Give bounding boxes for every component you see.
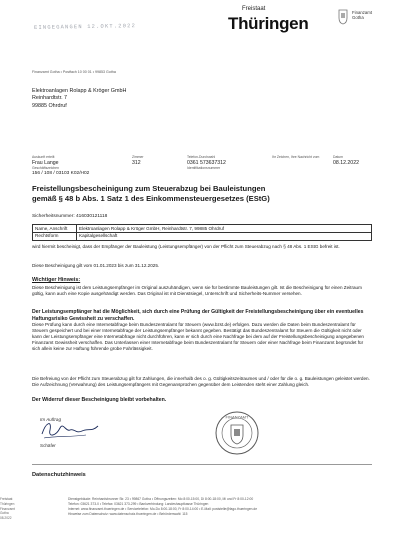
signature-name: Schäfer <box>40 443 56 448</box>
verification-note-body: Diese Prüfung kann durch eine Internetabfrage beim Bundeszentralamt für Steuern (www.bzst.de) erfolgen. Dazu werden die Daten beim Bundeszentralamt für Steuern gespeichert und bei einer Internetabfrage der Leistungsempfänger bekannt gegeben. Bestätigt das Bundeszentralamt für Steuern die Gültigkeit nicht oder kann der Leistungsempfänger eine Internetabfrage nicht durchführen, kann er sich durch eine Nachfrage bei dem auf der Freistellungsbescheinigung angegebenen Finanzamt Gewissheit verschaffen. Das Unterlassen einer Internetabfrage beim Bundeszentralamt für Steuern oder einer Nachfrage beim Finanzamt begründet für sich allein keine zur Haftung führende grobe Fahrlässigkeit. <box>32 322 364 351</box>
footer-left-line: Freistaat <box>0 497 13 501</box>
logo-office-line1: Finanzamt <box>352 10 373 15</box>
footer-left-line: Finanzamt <box>0 506 15 511</box>
recipient-line1: Elektroanlagen Rolapp & Kröger GmbH <box>32 88 127 94</box>
reference-label: Geschäftszeichen <box>32 166 59 170</box>
recipient-line2: Reinhardtstr. 7 <box>32 95 68 102</box>
footer-left-line: Gotha <box>0 511 9 516</box>
legal-form-value: Kapitalgesellschaft <box>77 232 372 240</box>
paragraph-exemption: wird hiermit bescheinigt, dass der Empfänger der Bauleistung (Leistungsempfänger) von der Pflicht zum Steuerabzug nach § 48 Abs. 1 EStG befreit ist. <box>32 244 340 249</box>
company-table <box>32 224 372 241</box>
title-line1: Freistellungsbescheinigung zum Steuerabzug bei Bauleistungen <box>32 184 266 193</box>
paragraph-validity: Diese Bescheinigung gilt vom 01.01.2023 bis zum 31.12.2025. <box>32 263 160 268</box>
footer-line: Telefon: 03621 373-0 • Telefax: 03621 373-299 • Bankverbindung: Landeshauptkasse Thüringen <box>68 502 209 507</box>
revocation-note: Der Widerruf dieser Bescheinigung bleibt vorbehalten. <box>32 397 167 403</box>
logo-state-label: Freistaat <box>242 6 266 12</box>
paragraph-payments: Die Befreiung von der Pflicht zum Steuerabzug gilt für Zahlungen, die innerhalb des o. g. Gültigkeitszeitraumes und / oder für die o. g. Bauleistungen geleistet werden. Die Aufzeichnung (Verwahrung) des Leistungsempfängers mit Gegenansprüchen gegenüber dem Leistenden steht einer Zahlung gleich. <box>32 376 370 387</box>
logo-office-line2: Gotha <box>352 15 364 21</box>
coat-of-arms-icon <box>338 9 348 25</box>
document-title <box>32 184 372 204</box>
privacy-heading: Datenschutzhinweis <box>32 472 86 478</box>
state-logo <box>228 6 378 36</box>
table-row <box>33 232 372 240</box>
info-date: 08.12.2022 <box>333 160 359 166</box>
footer-line: Dienstgebäude: Reinhardsbrunner Str. 23 • 99867 Gotha • Öffnungszeiten: Mo 8:00-15:00, Di 8:00-18:00, Mi und Fr 8:00-12:00 <box>68 497 254 501</box>
footer-line: Internet: www.finanzamt.thueringen.de • Servicetelefon: Mo-Do 8:00-18:00, Fr 8:00-14:00 • E-Mail: poststelle@fago.thueringen.de <box>68 507 258 512</box>
table-row <box>33 225 372 233</box>
info-label-contact: Auskunft erteilt <box>32 155 55 159</box>
legal-form-label: Rechtsform <box>33 232 77 240</box>
signature-area <box>32 410 152 460</box>
footer-line: Hinweise zum Datenschutz: www.datenschutz.thueringen.de • Behördenwahl: 115 <box>68 512 188 517</box>
info-contact: Frau Lange <box>32 160 59 166</box>
title-line2: gemäß § 48 b Abs. 1 Satz 1 des Einkommensteuergesetzes (EStG) <box>32 193 270 203</box>
verification-note-bold: Der Leistungsempfänger hat die Möglichkeit, sich durch eine Prüfung der Gültigkeit der Freistellungsbescheinigung über ein eventuelles Haftungsrisiko Gewissheit zu verschaffen. <box>32 309 364 322</box>
verification-note <box>32 309 372 351</box>
hint-body: Diese Bescheinigung ist dem Leistungsempfänger im Original auszuhändigen, wenn sie für bestimmte Bauleistungen gilt. Ist die Bescheinigung für einen Zeitraum gültig, kann auch eine Kopie ausgehändigt werden. Das Original ist mit Dienstsiegel, Unterschrift und Sicherheits-Nummer versehen. <box>32 285 362 296</box>
info-phone: 0361 573637312 <box>187 160 226 166</box>
official-seal-icon <box>214 410 260 456</box>
logo-office <box>352 10 382 21</box>
recipient-line3: 99885 Ohrdruf <box>32 102 67 109</box>
received-stamp: EINGEGANGEN 12.OKT.2022 <box>33 23 137 31</box>
footer-left-line: Thüringen <box>0 501 15 506</box>
footer-left-line: 08.2022 <box>0 516 12 521</box>
recipient-address <box>32 88 126 110</box>
footer-left <box>0 497 22 521</box>
signature-scribble <box>36 416 106 442</box>
info-room: 312 <box>132 160 141 166</box>
company-name-value: Elektroanlagen Rolapp & Kröger GmbH, Reinhardtstr. 7, 99885 Ohrdruf <box>77 225 372 233</box>
info-label-date: Datum <box>333 155 343 159</box>
info-label-room: Zimmer <box>132 155 144 159</box>
sender-line: Finanzamt Gotha • Postfach 10 00 01 • 99853 Gotha <box>32 70 116 74</box>
divider <box>32 464 372 465</box>
info-label-your-ref: Ihr Zeichen, Ihre Nachricht vom <box>272 155 320 159</box>
identification-label: Identifikationsnummer <box>187 166 221 170</box>
footer-contact <box>68 497 378 517</box>
company-name-label: Name, Anschrift <box>33 225 77 233</box>
logo-state-name: Thüringen <box>228 14 309 33</box>
security-number: Sicherheitsnummer: 416030121118 <box>32 214 108 219</box>
info-label-phone: Telefon-Durchwahl <box>187 155 216 159</box>
signature-order: Im Auftrag <box>40 417 62 422</box>
reference-number: 156 / 108 / 03103 K02/H02 <box>32 171 90 176</box>
seal-text: FINANZAMT <box>225 414 249 420</box>
hint-heading: Wichtiger Hinweis: <box>32 277 81 283</box>
